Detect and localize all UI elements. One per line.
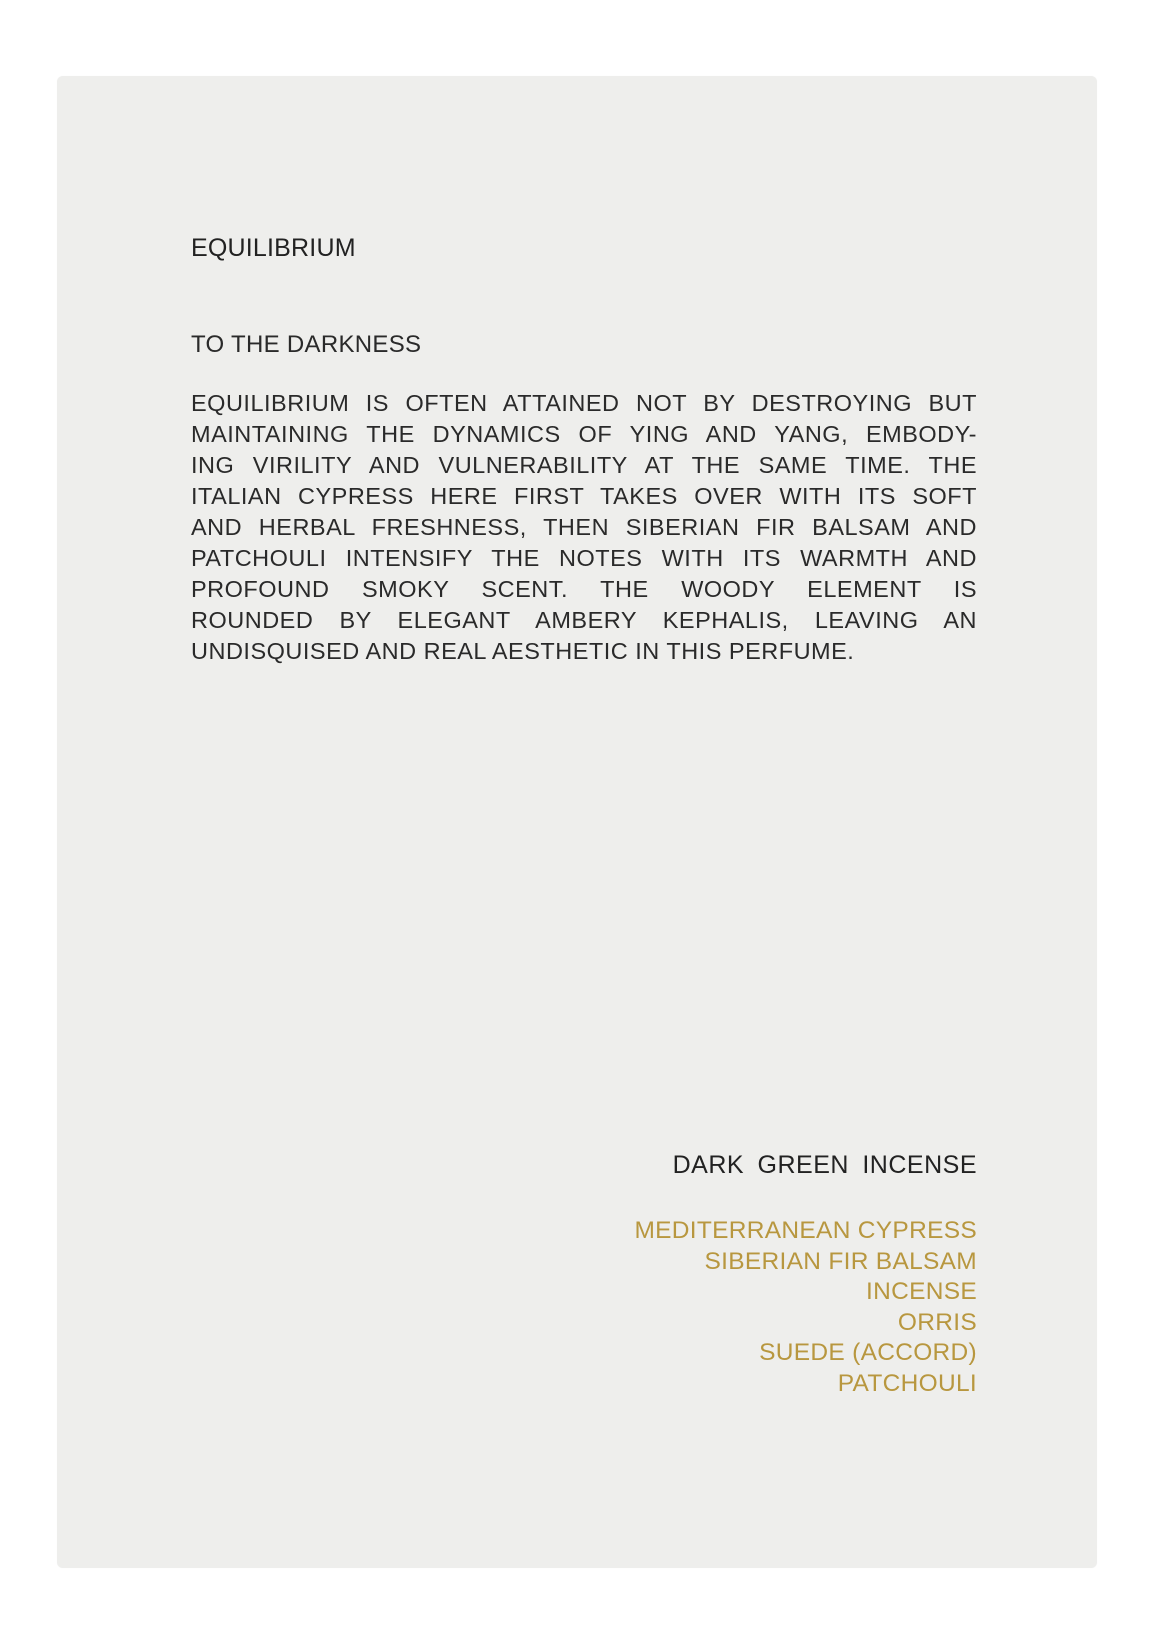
note-item: MEDITERRANEAN CYPRESS [634,1217,977,1244]
note-item: PATCHOULI [837,1369,977,1397]
scent-name: DARK GREEN INCENSE [672,1151,977,1179]
notes-list [634,1216,977,1399]
description-line: UNDISQUISED AND REAL AESTHETIC IN THIS PERFUME. [191,638,855,664]
note-item: SUEDE (ACCORD) [759,1339,977,1366]
description-line: PATCHOULI INTENSIFY THE NOTES WITH ITS WARMTH AND [191,545,977,571]
perfume-box-card [57,76,1097,1568]
product-subtitle: TO THE DARKNESS [191,331,422,358]
brand-title: EQUILIBRIUM [191,234,356,262]
description-line: ING VIRILITY AND VULNERABILITY AT THE SAME TIME. THE [191,452,977,478]
description-line: EQUILIBRIUM IS OFTEN ATTAINED NOT BY DESTROYING BUT [191,390,977,416]
note-item: SIBERIAN FIR BALSAM [704,1247,977,1275]
description-paragraph [191,388,977,667]
description-line: MAINTAINING THE DYNAMICS OF YING AND YANG, EMBODY- [191,421,977,447]
description-line: PROFOUND SMOKY SCENT. THE WOODY ELEMENT IS [191,576,977,602]
note-item: INCENSE [865,1278,977,1305]
description-line: ROUNDED BY ELEGANT AMBERY KEPHALIS, LEAVING AN [191,607,977,633]
description-line: AND HERBAL FRESHNESS, THEN SIBERIAN FIR BALSAM AND [191,514,977,540]
note-item: ORRIS [897,1308,977,1336]
description-line: ITALIAN CYPRESS HERE FIRST TAKES OVER WITH ITS SOFT [191,483,977,509]
